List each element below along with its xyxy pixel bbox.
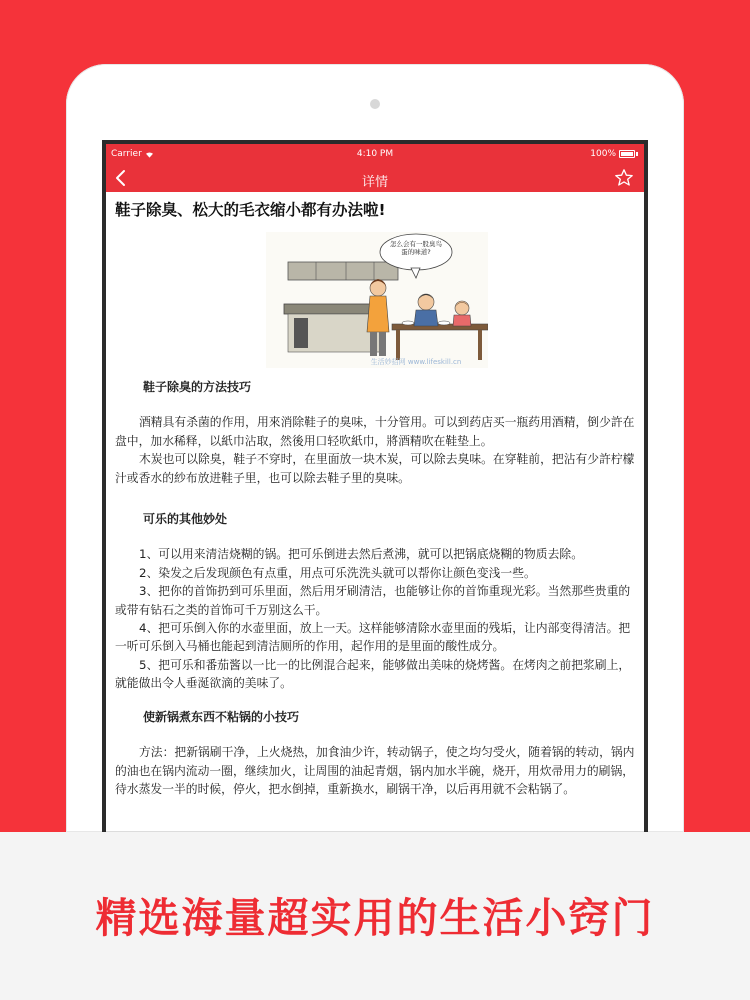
section-title: 鞋子除臭的方法技巧 — [143, 380, 252, 394]
promo-caption: 精选海量超实用的生活小窍门 — [95, 894, 655, 942]
speech-bubble-text: 怎么会有一股臭鸟蛋的味道? — [390, 240, 442, 256]
tablet-frame — [66, 64, 684, 832]
battery-icon — [619, 150, 635, 158]
section-title: 可乐的其他妙处 — [143, 512, 228, 526]
app-screen — [106, 144, 644, 832]
article-illustration — [266, 232, 488, 368]
paragraph: 1、可以用来清洁烧糊的锅。把可乐倒进去然后煮沸，就可以把锅底烧糊的物质去除。 — [139, 547, 583, 562]
paragraph: 酒精具有杀菌的作用，用來消除鞋子的臭味，十分管用。可以到药店买一瓶药用酒精，倒少許在盘中，加水稀释，以紙巾沾取，然後用口轻吹紙巾，將酒精吹在鞋垫上。 — [115, 415, 635, 448]
section-title: 使新锅煮东西不粘锅的小技巧 — [143, 710, 300, 724]
paragraph: 方法：把新锅刷干净，上火烧热，加食油少许，转动锅子，使之均匀受火，随着锅的转动，锅内的油也在锅内流动一圈，继续加火，让周围的油起青烟，锅内加水半碗，烧开，用炊帚用力的刷锅，待水蒸发一半的时候，停火，把水倒掉，重新换水，刷锅干净，以后再用就不会粘锅了。 — [115, 745, 635, 797]
section-nonstick-pot — [115, 708, 635, 799]
content-bottom-divider — [106, 831, 644, 832]
status-bar — [106, 144, 644, 164]
illustration-watermark: 生活妙招网 www.lifeskill.cn — [370, 358, 462, 366]
tablet-screen — [102, 140, 648, 832]
article-content — [106, 192, 644, 832]
status-time: 4:10 PM — [356, 149, 394, 159]
battery-tip — [636, 152, 638, 156]
status-battery — [590, 149, 638, 159]
section-cola-uses — [115, 510, 635, 693]
nav-title: 详情 — [361, 175, 388, 190]
paragraph: 木炭也可以除臭，鞋子不穿时，在里面放一块木炭，可以除去臭味。在穿鞋前，把沾有少許柠檬汁或香水的紗布放进鞋子里，也可以除去鞋子里的臭味。 — [115, 452, 635, 485]
carrier-label: Carrier — [111, 149, 142, 159]
paragraph: 2、染发之后发现颜色有点重，用点可乐洗洗头就可以帮你让颜色变浅一些。 — [139, 565, 536, 580]
paragraph: 3、把你的首饰扔到可乐里面，然后用牙刷清洁，也能够让你的首饰重现光彩。当然那些贵重的或带有钻石之类的首饰可千万别这么干。 — [115, 584, 631, 617]
camera-dot — [370, 99, 380, 109]
paragraph: 5、把可乐和番茄酱以一比一的比例混合起来，能够做出美味的烧烤酱。在烤肉之前把浆刷上，就能做出令人垂涎欲滴的美味了。 — [115, 657, 631, 691]
battery-label: 100% — [590, 149, 616, 159]
navigation-bar — [106, 164, 644, 192]
article-title: 鞋子除臭、松大的毛衣缩小都有办法啦! — [115, 201, 386, 219]
section-shoe-deodorize — [115, 378, 635, 487]
favorite-star-icon[interactable] — [614, 168, 634, 188]
paragraph: 4、把可乐倒入你的水壶里面，放上一天。这样能够清除水壶里面的残垢，让内部变得清洁。把一听可乐倒入马桶也能起到清洁厕所的作用，起作用的是里面的酸性成分。 — [115, 621, 631, 654]
